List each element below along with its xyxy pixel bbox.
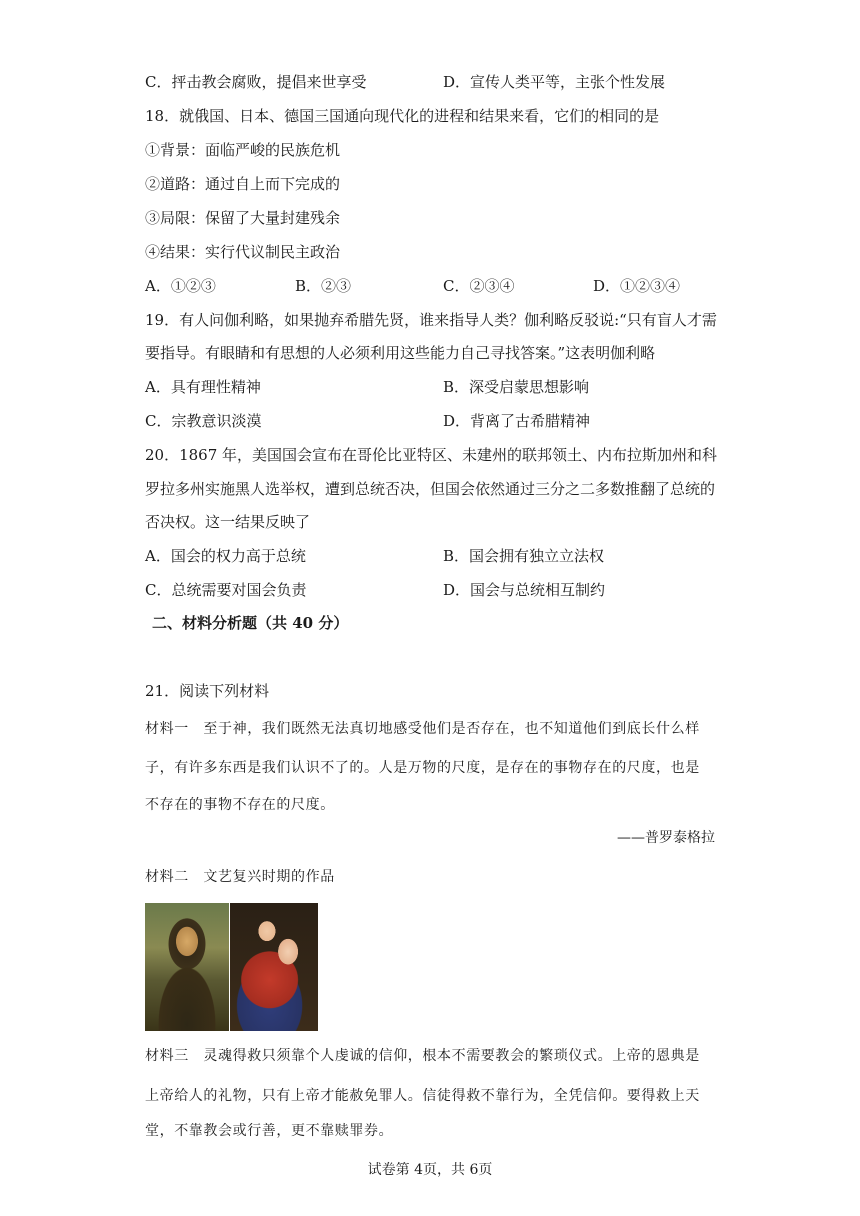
q18-item-1: ①背景：面临严峻的民族危机	[145, 141, 341, 159]
q20-option-a: A．国会的权力高于总统	[145, 547, 306, 565]
q20-stem-line3: 否决权。这一结果反映了	[145, 513, 311, 531]
page-footer: 试卷第 4页，共 6页	[367, 1162, 493, 1178]
q18-item-2: ②道路：通过自上而下完成的	[145, 175, 341, 193]
material2-caption: 材料二 文艺复兴时期的作品	[145, 869, 335, 885]
q18-option-b: B．②③	[295, 277, 352, 295]
material1-line2: 子，有许多东西是我们认识不了的。人是万物的尺度，是存在的事物存在的尺度，也是	[145, 760, 700, 776]
q20-option-c: C．总统需要对国会负责	[145, 581, 307, 599]
material3-line2: 上帝给人的礼物，只有上帝才能赦免罪人。信徒得救不靠行为，全凭信仰。要得救上天	[145, 1088, 700, 1104]
q18-item-3: ③局限：保留了大量封建残余	[145, 209, 341, 227]
madonna-image	[230, 903, 318, 1031]
material1-source: ——普罗泰格拉	[617, 830, 715, 846]
q19-option-a: A．具有理性精神	[145, 378, 261, 396]
material1-line3: 不存在的事物不存在的尺度。	[145, 797, 335, 813]
section-title: 二、材料分析题（共 40 分）	[152, 614, 349, 632]
q20-stem-line2: 罗拉多州实施黑人选举权，遭到总统否决，但国会依然通过三分之二多数推翻了总统的	[145, 480, 716, 498]
material3-line1: 材料三 灵魂得救只须靠个人虔诚的信仰，根本不需要教会的繁琐仪式。上帝的恩典是	[145, 1048, 700, 1064]
q19-stem-line2: 要指导。有眼睛和有思想的人必须利用这些能力自己寻找答案。”这表明伽利略	[145, 344, 656, 362]
q18-item-4: ④结果：实行代议制民主政治	[145, 243, 341, 261]
q18-option-c: C．②③④	[443, 277, 515, 295]
material3-line3: 堂，不靠教会或行善，更不靠赎罪券。	[145, 1123, 394, 1139]
q18-option-a: A．①②③	[145, 277, 216, 295]
q18-option-d: D．①②③④	[593, 277, 681, 295]
material1-line1: 材料一 至于神，我们既然无法真切地感受他们是否存在，也不知道他们到底长什么样	[145, 721, 700, 737]
q21-stem: 21．阅读下列材料	[145, 682, 270, 700]
q17-option-d: D．宣传人类平等，主张个性发展	[443, 73, 666, 91]
q18-stem: 18．就俄国、日本、德国三国通向现代化的进程和结果来看，它们的相同的是	[145, 107, 660, 125]
q19-option-d: D．背离了古希腊精神	[443, 412, 591, 430]
q19-stem-line1: 19．有人问伽利略，如果抛弃希腊先贤，谁来指导人类？伽利略反驳说:“只有盲人才需	[145, 311, 717, 329]
q20-option-b: B．国会拥有独立立法权	[443, 547, 605, 565]
q20-option-d: D．国会与总统相互制约	[443, 581, 606, 599]
q20-stem-line1: 20．1867 年，美国国会宣布在哥伦比亚特区、未建州的联邦领土、内布拉斯加州和科	[145, 446, 718, 464]
mona-lisa-image	[145, 903, 229, 1031]
q19-option-c: C．宗教意识淡漠	[145, 412, 262, 430]
q19-option-b: B．深受启蒙思想影响	[443, 378, 590, 396]
q17-option-c: C．抨击教会腐败，提倡来世享受	[145, 73, 367, 91]
